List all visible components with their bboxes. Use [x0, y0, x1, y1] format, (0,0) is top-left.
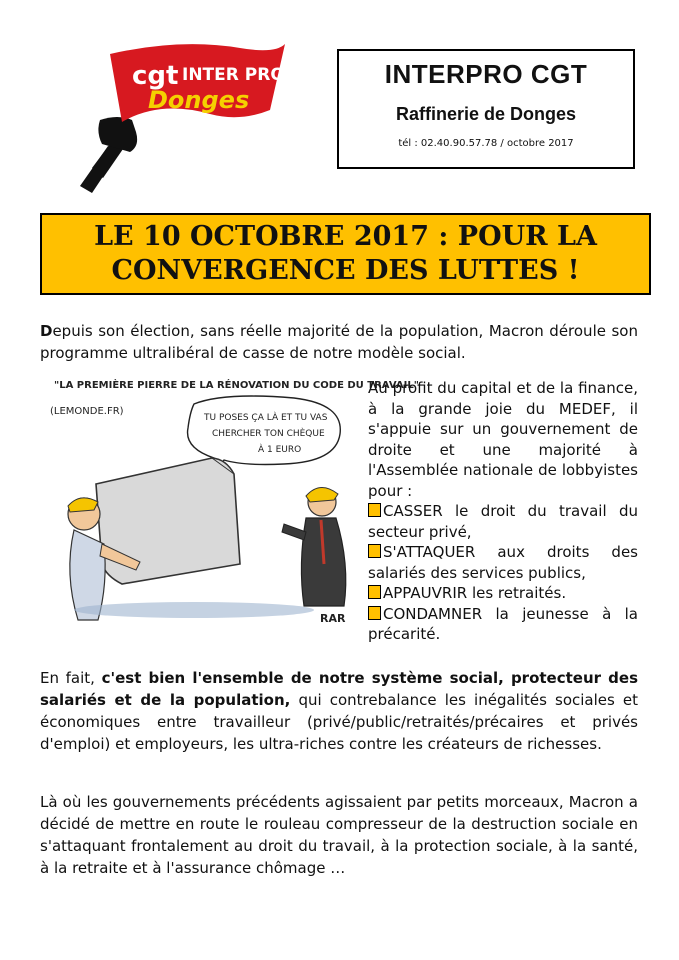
list-item: S'ATTAQUER aux droits des salariés des services publics,: [368, 543, 638, 582]
banner-line-1: LE 10 OCTOBRE 2017 : POUR LA: [94, 221, 597, 252]
checkbox-icon: [368, 606, 381, 620]
bubble-line-3: À 1 EURO: [258, 445, 302, 455]
logo-cgt: cgt: [132, 61, 179, 91]
checkbox-icon: [368, 585, 381, 599]
intro-paragraph: [40, 320, 638, 364]
title-banner: [40, 213, 651, 295]
list-item: APPAUVRIR les retraités.: [368, 583, 638, 604]
list-item: CASSER le droit du travail du secteur privé,: [368, 502, 638, 541]
logo-interpro: INTER PRO: [182, 65, 285, 85]
body-paragraph-3: Là où les gouvernements précédents agissaient par petits morceaux, Macron a décidé de mettre en route le rouleau compresseur de la destruction sociale en s'attaquant frontalement au droit du travail, à la protection sociale, à la santé, à la retraite et à l'assurance chômage …: [40, 793, 638, 877]
cartoon-source: (LEMONDE.FR): [50, 406, 124, 417]
bubble-line-2: CHERCHER TON CHÈQUE: [212, 429, 325, 439]
side-text: [368, 378, 638, 645]
header-subtitle: Raffinerie de Donges: [395, 104, 577, 124]
list-item: CONDAMNER la jeunesse à la précarité.: [368, 604, 638, 643]
bubble-line-1: TU POSES ÇA LÀ ET TU VAS: [204, 413, 328, 423]
header-box: [337, 49, 635, 169]
cartoon-illustration: [44, 374, 419, 626]
fist-icon: [98, 117, 137, 152]
cartoon-caption: "LA PREMIÈRE PIERRE DE LA RÉNOVATION DU CODE DU TRAVAIL": [54, 380, 419, 391]
header-title: INTERPRO CGT: [384, 59, 588, 89]
cgt-interpro-donges-logo: [70, 28, 300, 193]
checkbox-icon: [368, 544, 381, 558]
emphasis-text: c'est bien l'ensemble de notre système social, protecteur des salariés et de la population,: [40, 669, 638, 709]
intro-text: epuis son élection, sans réelle majorité de la population, Macron déroule son programme ultralibéral de casse de notre modèle social.: [40, 322, 638, 362]
header-tel: tél : 02.40.90.57.78 / octobre 2017: [398, 138, 574, 149]
cartoon-signature: RAR: [320, 612, 346, 625]
side-intro: Au profit du capital et de la finance, à la grande joie du MEDEF, il s'appuie sur un gouvernement de droite et une majorité à l'Assemblée nationale de lobbyistes pour :: [368, 379, 638, 500]
body-paragraph-2: En fait, c'est bien l'ensemble de notre système social, protecteur des salariés et de la population, qui contrebalance les inégalités sociales et économiques entre travailleur (privé/public/retraités/précaires et privés d'emploi) et employeurs, les ultra-riches contre les créateurs de richesses.: [40, 669, 639, 753]
checkbox-icon: [368, 503, 381, 517]
banner-line-2: CONVERGENCE DES LUTTES !: [111, 255, 580, 286]
drop-letter: D: [40, 322, 53, 340]
logo-donges: Donges: [148, 86, 250, 114]
